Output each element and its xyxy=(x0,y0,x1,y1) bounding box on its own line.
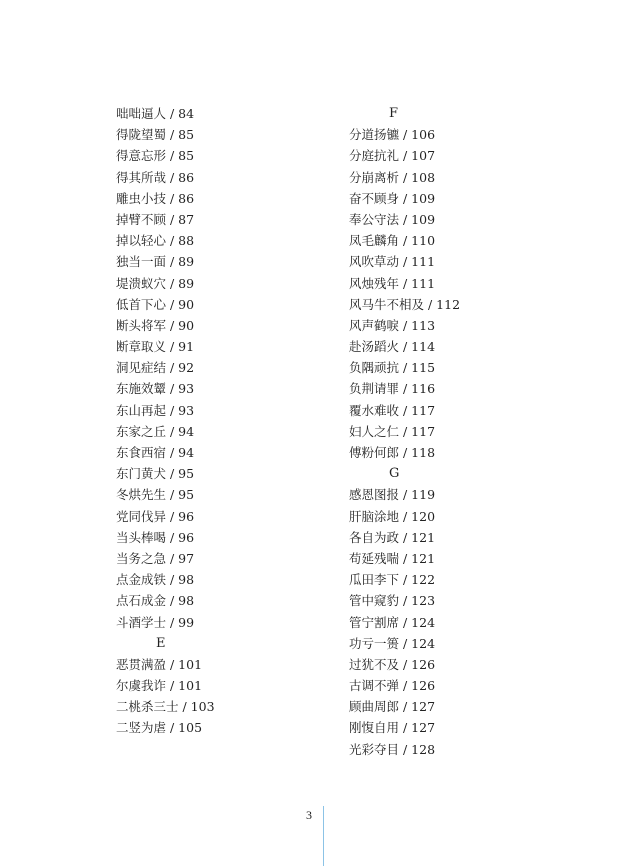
index-entry: 得陇望蜀 / 85 xyxy=(116,127,195,143)
section-letter: F xyxy=(389,106,399,121)
index-entry: 恶贯满盈 / 101 xyxy=(116,656,203,672)
index-entry: 各自为政 / 121 xyxy=(349,529,436,545)
index-entry: 苟延残喘 / 121 xyxy=(349,550,436,566)
index-entry: 咄咄逼人 / 84 xyxy=(116,106,195,121)
index-entry: 断章取义 / 91 xyxy=(116,339,195,355)
section-letter: E xyxy=(156,635,166,651)
index-entry: 奋不顾身 / 109 xyxy=(349,190,436,206)
index-entry: 东食西宿 / 94 xyxy=(116,445,195,460)
index-entry: 得意忘形 / 85 xyxy=(116,148,195,164)
index-entry: 洞见症结 / 92 xyxy=(116,360,195,376)
index-entry: 分庭抗礼 / 107 xyxy=(349,148,436,164)
index-entry: 得其所哉 / 86 xyxy=(116,169,195,185)
section-letter: G xyxy=(389,466,400,482)
index-entry: 东门黄犬 / 95 xyxy=(116,466,195,482)
page-divider-rule xyxy=(323,806,324,866)
index-entry: 风马牛不相及 / 112 xyxy=(349,296,461,312)
index-entry: 感恩图报 / 119 xyxy=(349,487,436,503)
index-entry: 刚愎自用 / 127 xyxy=(349,720,436,736)
index-entry: 东家之丘 / 94 xyxy=(116,423,195,439)
index-entry: 尔虞我诈 / 101 xyxy=(116,678,203,694)
index-entry: 光彩夺目 / 128 xyxy=(349,741,436,757)
index-entry: 斗酒学士 / 99 xyxy=(116,614,195,630)
index-entry: 二竖为虐 / 105 xyxy=(116,720,203,736)
index-entry: 分崩离析 / 108 xyxy=(349,169,436,185)
index-entry: 雕虫小技 / 86 xyxy=(116,190,195,206)
index-entry: 顾曲周郎 / 127 xyxy=(349,699,436,715)
index-entry: 赴汤蹈火 / 114 xyxy=(349,339,436,355)
index-entry: 风声鹤唳 / 113 xyxy=(349,317,436,333)
index-entry: 低首下心 / 90 xyxy=(116,296,195,312)
index-entry: 掉以轻心 / 88 xyxy=(116,233,195,249)
index-entry: 奉公守法 / 109 xyxy=(349,211,436,227)
index-entry: 点石成金 / 98 xyxy=(116,593,195,609)
index-entry: 负荆请罪 / 116 xyxy=(349,381,436,397)
index-entry: 过犹不及 / 126 xyxy=(349,656,436,672)
index-entry: 妇人之仁 / 117 xyxy=(349,423,436,439)
index-entry: 断头将军 / 90 xyxy=(116,317,195,333)
index-entry: 点金成铁 / 98 xyxy=(116,572,195,588)
index-entry: 功亏一篑 / 124 xyxy=(349,635,436,651)
index-entry: 肝脑涂地 / 120 xyxy=(349,508,436,524)
index-entry: 堤溃蚁穴 / 89 xyxy=(116,275,195,291)
index-entry: 东山再起 / 93 xyxy=(116,402,195,418)
index-entry: 东施效颦 / 93 xyxy=(116,381,195,397)
index-entry: 负隅顽抗 / 115 xyxy=(349,360,436,376)
index-entry: 傅粉何郎 / 118 xyxy=(349,445,436,460)
index-column-right xyxy=(349,103,460,760)
index-entry: 掉臂不顾 / 87 xyxy=(116,211,195,227)
index-entry: 瓜田李下 / 122 xyxy=(349,572,436,588)
index-entry: 凤毛麟角 / 110 xyxy=(349,233,436,249)
index-entry: 管宁割席 / 124 xyxy=(349,614,436,630)
index-entry: 管中窥豹 / 123 xyxy=(349,593,436,609)
index-entry: 风吹草动 / 111 xyxy=(349,254,436,270)
index-entry: 党同伐异 / 96 xyxy=(116,508,195,524)
index-entry: 当头棒喝 / 96 xyxy=(116,529,195,545)
index-entry: 覆水难收 / 117 xyxy=(349,402,436,418)
index-entry: 二桃杀三士 / 103 xyxy=(116,699,215,715)
index-entry: 分道扬镳 / 106 xyxy=(349,127,436,143)
index-entry: 风烛残年 / 111 xyxy=(349,275,436,291)
index-entry: 当务之急 / 97 xyxy=(116,550,195,566)
index-column-left xyxy=(116,103,215,739)
index-entry: 独当一面 / 89 xyxy=(116,254,195,270)
index-entry: 古调不弹 / 126 xyxy=(349,678,436,694)
page-number: 3 xyxy=(306,808,312,822)
index-entry: 冬烘先生 / 95 xyxy=(116,487,195,503)
